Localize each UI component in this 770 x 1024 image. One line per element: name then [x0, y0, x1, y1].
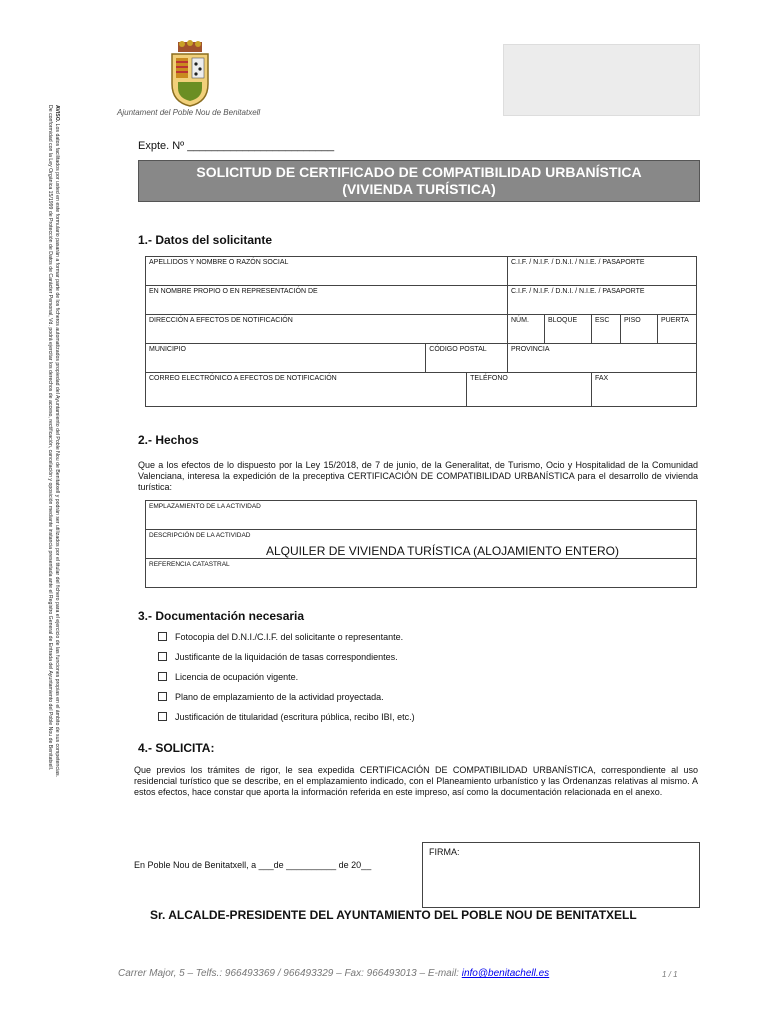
- page-number: 1 / 1: [662, 970, 678, 979]
- phone-field[interactable]: TELÉFONO: [467, 373, 592, 407]
- block-field[interactable]: BLOQUE: [545, 315, 592, 344]
- province-field[interactable]: PROVINCIA: [508, 344, 697, 373]
- id-number-field-1[interactable]: C.I.F. / N.I.F. / D.N.I. / N.I.E. / PASAPORTE: [508, 257, 697, 286]
- checkbox[interactable]: [158, 632, 167, 641]
- checklist-item[interactable]: Justificación de titularidad (escritura pública, recibo IBI, etc.): [158, 711, 415, 731]
- id-number-field-2[interactable]: C.I.F. / N.I.F. / D.N.I. / N.I.E. / PASAPORTE: [508, 286, 697, 315]
- email-field[interactable]: CORREO ELECTRÓNICO A EFECTOS DE NOTIFICACIÓN: [146, 373, 467, 407]
- registry-stamp-box: [503, 44, 700, 116]
- checkbox[interactable]: [158, 672, 167, 681]
- municipality-field[interactable]: MUNICIPIO: [146, 344, 426, 373]
- checklist-item[interactable]: Fotocopia del D.N.I./C.I.F. del solicitante o representante.: [158, 631, 415, 651]
- section-2-heading: 2.- Hechos: [138, 433, 199, 447]
- activity-description-value: ALQUILER DE VIVIENDA TURÍSTICA (ALOJAMIENTO ENTERO): [266, 544, 619, 558]
- stair-field[interactable]: ESC: [592, 315, 621, 344]
- logo-caption: Ajuntament del Poble Nou de Benitatxell: [117, 108, 261, 117]
- checkbox[interactable]: [158, 712, 167, 721]
- notice-line-2: De conformidad con la Ley Orgánica 15/1999 de Protección de Datos de Carácter Personal, Vd. podrá ejercitar los derechos de acceso, rectificación, cancelación y oposición mediante instancia presentada ante el Registro General de Entrada del Ayuntamiento del Poble Nou de Benitatxell.: [47, 105, 54, 771]
- activity-description-field[interactable]: DESCRIPCIÓN DE LA ACTIVIDAD ALQUILER DE VIVIENDA TURÍSTICA (ALOJAMIENTO ENTERO): [146, 530, 697, 559]
- form-title-line-1: SOLICITUD DE CERTIFICADO DE COMPATIBILIDAD URBANÍSTICA: [196, 164, 642, 180]
- postal-code-field[interactable]: CÓDIGO POSTAL: [426, 344, 508, 373]
- email-link[interactable]: info@benitachell.es: [461, 968, 550, 979]
- cadastral-reference-field[interactable]: REFERENCIA CATASTRAL: [146, 559, 697, 588]
- request-paragraph: Que previos los trámites de rigor, le sea expedida CERTIFICACIÓN DE COMPATIBILIDAD URBANÍSTICA, correspondiente al uso residencial turístico que se describe, en el emplazamiento indicado, con el Planeamiento urbanístico y las Ordenanzas relativas al mismo. A estos efectos, hace constar que aporta la información referida en este impreso, así como la documentación relacionada en el anexo.: [134, 765, 698, 797]
- surname-name-field[interactable]: APELLIDOS Y NOMBRE O RAZÓN SOCIAL: [146, 257, 508, 286]
- activity-location-field[interactable]: EMPLAZAMIENTO DE LA ACTIVIDAD: [146, 501, 697, 530]
- date-line[interactable]: En Poble Nou de Benitatxell, a ___de __________ de 20__: [134, 860, 372, 870]
- data-protection-notice: [47, 105, 60, 955]
- checklist-item[interactable]: Licencia de ocupación vigente.: [158, 671, 415, 691]
- form-title-line-2: (VIVIENDA TURÍSTICA): [342, 181, 496, 197]
- notice-line-1: Los datos facilitados por usted en este formulario pasarán a formar parte de los ficheros automatizados propiedad del Ayuntamiento del Poble Nou de Benitatxell y podrán ser utilizados por el titular del fichero para el ejercicio de las funciones propias en el ámbito de sus competencias.: [54, 123, 60, 777]
- checkbox[interactable]: [158, 692, 167, 701]
- applicant-data-table: [145, 256, 697, 407]
- representation-field[interactable]: EN NOMBRE PROPIO O EN REPRESENTACIÓN DE: [146, 286, 508, 315]
- addressee: Sr. ALCALDE-PRESIDENTE DEL AYUNTAMIENTO DEL POBLE NOU DE BENITATXELL: [150, 908, 637, 922]
- section-1-heading: 1.- Datos del solicitante: [138, 233, 273, 247]
- document-checklist: [158, 631, 415, 731]
- section-3-heading: 3.- Documentación necesaria: [138, 609, 305, 623]
- form-title: [138, 160, 700, 202]
- facts-paragraph: Que a los efectos de lo dispuesto por la Ley 15/2018, de 7 de junio, de la Generalitat, de Turismo, Ocio y Hospitalidad de la Comunidad Valenciana, interesa la expedición de la preceptiva CERTIFICACIÓN DE COMPATIBILIDAD URBANÍSTICA para el desarrollo de vivienda turística:: [138, 460, 698, 492]
- floor-field[interactable]: PISO: [621, 315, 658, 344]
- door-field[interactable]: PUERTA: [658, 315, 697, 344]
- checklist-item[interactable]: Plano de emplazamiento de la actividad proyectada.: [158, 691, 415, 711]
- notice-label: AVISO.: [54, 105, 60, 123]
- number-field[interactable]: NÚM.: [508, 315, 545, 344]
- checklist-item[interactable]: Justificante de la liquidación de tasas correspondientes.: [158, 651, 415, 671]
- address-field[interactable]: DIRECCIÓN A EFECTOS DE NOTIFICACIÓN: [146, 315, 508, 344]
- checkbox[interactable]: [158, 652, 167, 661]
- footer-contact: Carrer Major, 5 – Telfs.: 966493369 / 966493329 – Fax: 966493013 – E-mail: info@benitachell.es: [118, 968, 550, 979]
- signature-label: FIRMA:: [429, 847, 460, 857]
- file-number-field[interactable]: Expte. Nº ________________________: [138, 140, 335, 152]
- signature-box[interactable]: [422, 842, 700, 908]
- activity-table: [145, 500, 697, 588]
- section-4-heading: 4.- SOLICITA:: [138, 741, 215, 755]
- fax-field[interactable]: FAX: [592, 373, 697, 407]
